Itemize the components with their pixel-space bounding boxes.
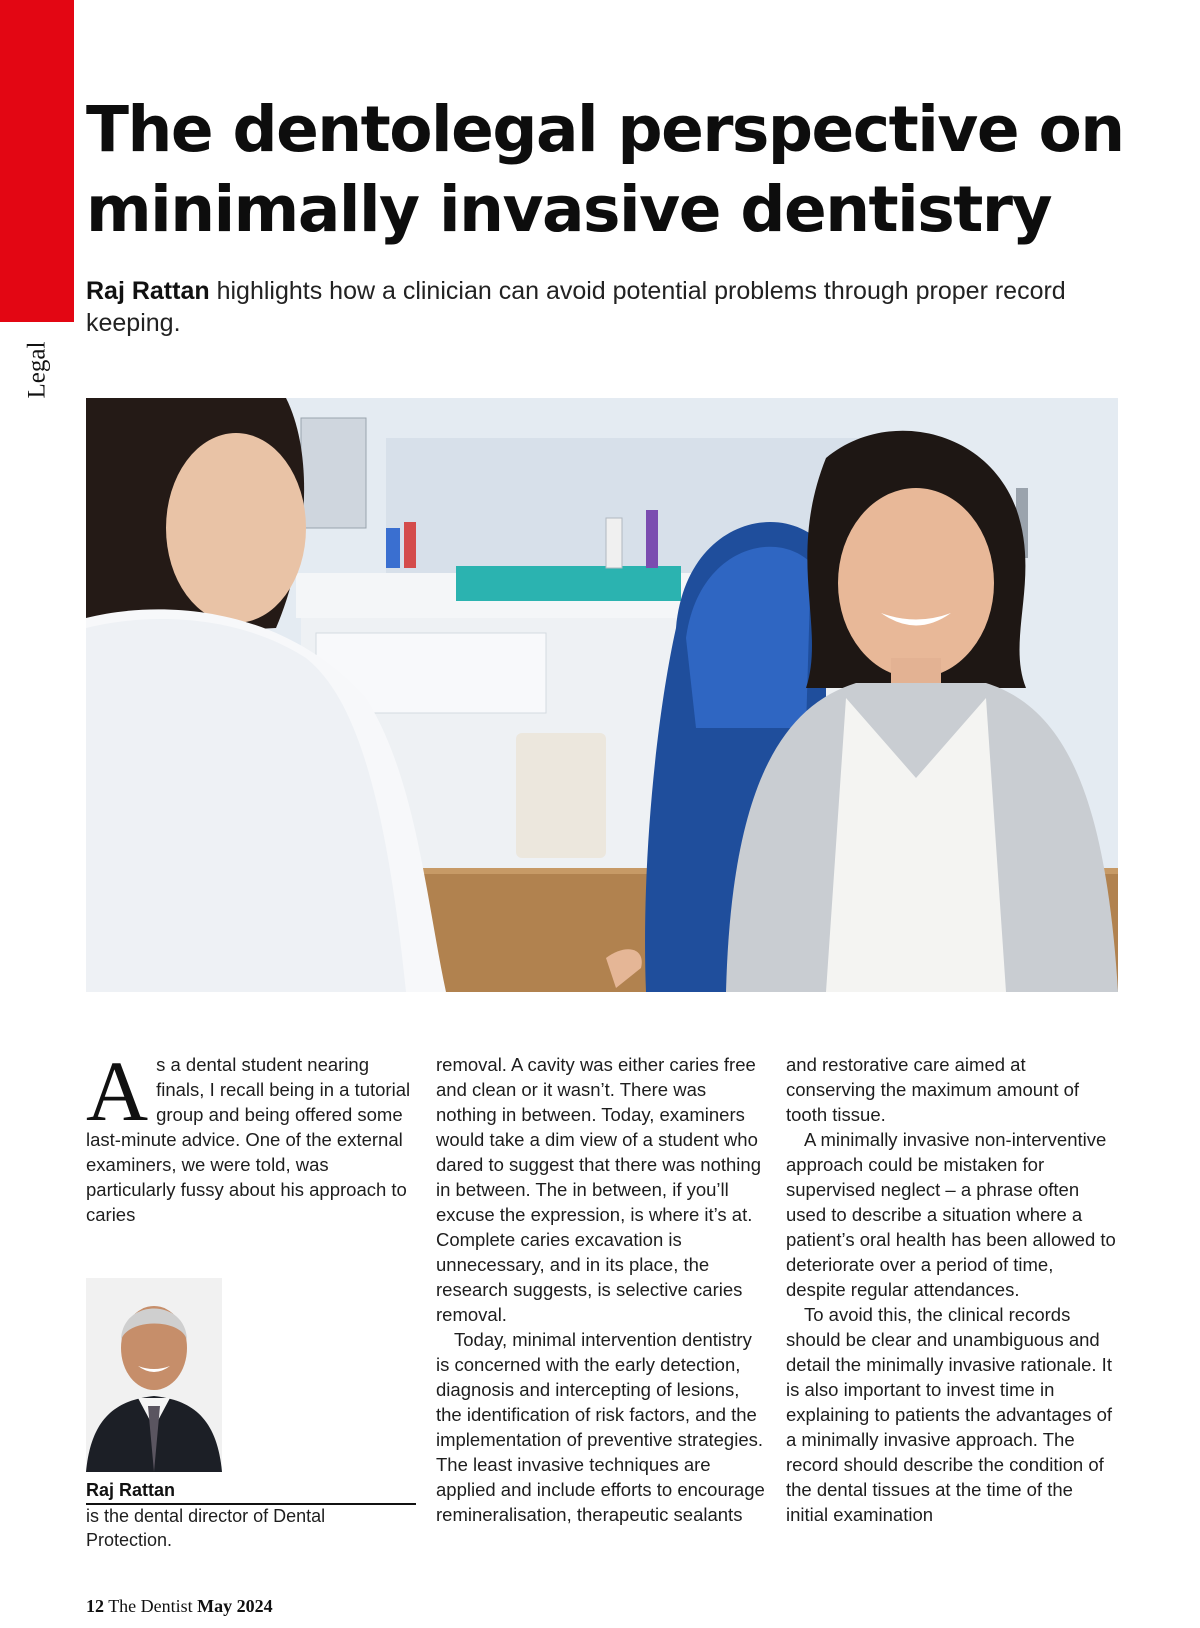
column-3-paragraph-1: and restorative care aimed at conserving the maximum amount of tooth tissue. <box>786 1054 1080 1125</box>
author-bio-text: is the dental director of Dental Protection. <box>86 1506 326 1550</box>
section-color-bar <box>0 0 74 322</box>
page-number: 12 <box>86 1596 104 1616</box>
standfirst <box>86 275 1116 339</box>
standfirst-author: Raj Rattan <box>86 277 210 305</box>
author-portrait <box>86 1278 222 1472</box>
column-1-paragraph-1: s a dental student nearing finals, I recall being in a tutorial group and being offered some last-minute advice. One of the external examiners, we were told, was particularly fussy about his approach to caries <box>86 1054 411 1225</box>
column-2-paragraph-1: removal. A cavity was either caries free and clean or it wasn’t. There was nothing in between. Today, examiners would take a dim view of a student who dared to suggest that there was nothing in between. The in between, if you’ll excuse the expression, is where it’s at. Complete caries excavation is unnecessary, and in its place, the research suggests, is selective caries removal. <box>436 1054 761 1325</box>
page-footer <box>86 1596 273 1617</box>
article-column-3 <box>786 1052 1116 1527</box>
column-3-paragraph-3: To avoid this, the clinical records should be clear and unambiguous and detail the minimally invasive rationale. It is also important to invest time in explaining to patients the advantages of a minimally invasive approach. The record should describe the condition of the dental tissues at the time of the initial examination <box>786 1304 1113 1525</box>
article-column-1 <box>86 1043 416 1227</box>
standfirst-text: highlights how a clinician can avoid potential problems through proper record keeping. <box>86 277 1066 337</box>
publication-name: The Dentist <box>108 1596 193 1616</box>
column-3-paragraph-2: A minimally invasive non-interventive approach could be mistaken for supervised neglect – a phrase often used to describe a situation where a patient’s oral health has been allowed to deteriorate over a period of time, despite regular attendances. <box>786 1129 1116 1300</box>
column-2-paragraph-2: Today, minimal intervention dentistry is concerned with the early detection, diagnosis and intercepting of lesions, the identification of risk factors, and the implementation of preventive strategies. The least invasive techniques are applied and include efforts to encourage remineralisation, therapeutic sealants <box>436 1329 765 1525</box>
drop-cap: A <box>86 1043 149 1139</box>
author-bio-name: Raj Rattan <box>86 1478 416 1505</box>
hero-photo <box>86 398 1118 992</box>
issue-date: May 2024 <box>197 1596 273 1616</box>
article-column-2 <box>436 1052 766 1527</box>
section-label: Legal <box>23 341 51 399</box>
article-headline: The dentolegal perspective on minimally invasive dentistry <box>86 93 1124 246</box>
